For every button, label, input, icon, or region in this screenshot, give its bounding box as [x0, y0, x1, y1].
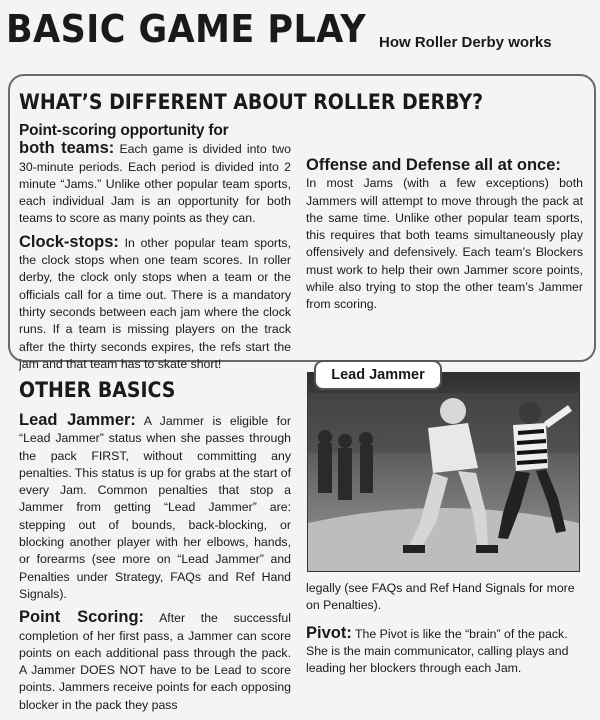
point-scoring-opportunity-lead-2: both teams:: [19, 139, 115, 158]
lead-jammer-body: A Jammer is eligible for “Lead Jammer” status when she passes through the pack FIRST, without committing any penalties. This status is up for grabs at the start of every Jam. Common penalties that stop a Jammer from getting “Lead Jammer” are: stepping out of bounds, back-blocking, or blocking another player with her elbows, hands, or forearms (see more on “Lead Jammer” and Penalties under Strategy, FAQs and Ref Hand Signals).: [19, 414, 291, 601]
clock-stops-body: In other popular team sports, the clock stops when one team scores. In roller derby, the clock only stops when a team or the officials call for a time out. There is a mandatory thirty seconds between each jam where the clock runs. If a team is missing players on the track after the thirty seconds expires, the refs start the jam and that team has to skate short!: [19, 235, 291, 371]
lead-jammer-paragraph: [19, 412, 291, 603]
page-subtitle: How Roller Derby works: [379, 34, 552, 51]
other-basics-heading: OTHER BASICS: [19, 378, 176, 402]
point-scoring-continued-body: legally (see FAQs and Ref Hand Signals for more on Penalties).: [306, 581, 575, 613]
point-scoring-opportunity-lead: Point-scoring opportunity for: [19, 122, 229, 139]
point-scoring-continued-paragraph: [306, 580, 586, 615]
clock-stops-paragraph: [19, 234, 291, 373]
offense-defense-column: [306, 157, 583, 320]
pivot-paragraph: [306, 625, 586, 678]
offense-defense-paragraph: [306, 157, 583, 314]
lead-jammer-lead: Lead Jammer:: [19, 411, 136, 429]
offense-defense-body: In most Jams (with a few exceptions) both Jammers will attempt to move through the pack at the same time. Unlike other popular team sports, this requires that both teams simultaneously play offensively and defensively. Each team’s Blockers must work to help their own Jammer score points, while also trying to stop the other team’s Jammer from scoring.: [306, 176, 583, 312]
page-title: BASIC GAME PLAY: [6, 7, 367, 51]
other-basics-right-column: [306, 580, 586, 683]
point-scoring-opportunity-body: Each game is divided into two 30-minute periods. Each period is divided into 2 minute “Jams.” Unlike other popular team sports, each individual Jam is an opportunity for both teams to score as many points as they can.: [19, 142, 291, 226]
lead-jammer-photo: [307, 372, 580, 572]
whats-different-heading: WHAT’S DIFFERENT ABOUT ROLLER DERBY?: [19, 90, 484, 114]
point-scoring-body: After the successful completion of her first pass, a Jammer can score points on each additional pass through the pack. A Jammer DOES NOT have to be Lead to score points. Jammers receive points for each opposing blocker in the pack they pass: [19, 611, 291, 712]
whats-different-left-column: [19, 122, 291, 379]
point-scoring-opportunity-paragraph: [19, 122, 291, 228]
point-scoring-lead: Point Scoring:: [19, 608, 145, 627]
other-basics-left-column: [19, 412, 291, 720]
roller-derby-photo-illustration: [308, 373, 579, 571]
offense-defense-lead: Offense and Defense all at once:: [306, 156, 561, 174]
point-scoring-paragraph: [19, 609, 291, 714]
pivot-lead: Pivot:: [306, 623, 352, 642]
clock-stops-lead: Clock-stops:: [19, 232, 119, 251]
photo-label: Lead Jammer: [314, 360, 442, 390]
pivot-body: The Pivot is like the “brain” of the pack. She is the main communicator, calling plays and leading her blockers through each Jam.: [306, 626, 569, 676]
